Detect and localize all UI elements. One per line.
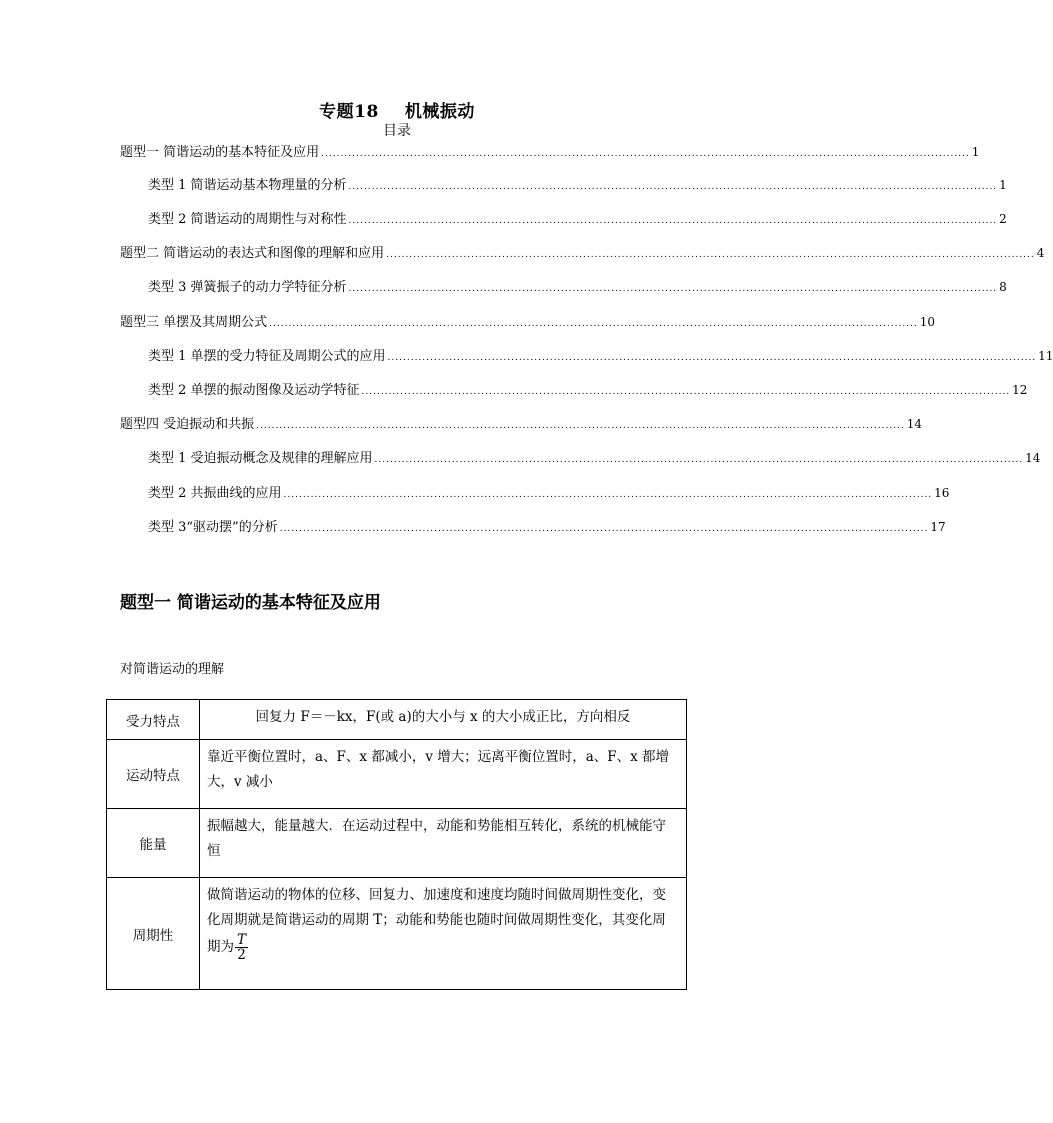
- toc-leader: ........................................................................................................................................................................: [348, 216, 998, 226]
- toc-leader: ........................................................................................................................................................................: [279, 524, 929, 534]
- toc-entry[interactable]: [148, 276, 1007, 295]
- toc-entry-page: 4: [1036, 246, 1045, 260]
- row-key: 周期性: [107, 878, 200, 990]
- toc-entry-label: 题型四 受迫振动和共振: [120, 417, 255, 432]
- toc-entry[interactable]: [148, 208, 1007, 227]
- toc-entry-page: 12: [1012, 383, 1028, 397]
- toc-leader: ........................................................................................................................................................................: [386, 250, 1035, 260]
- toc-leader: ........................................................................................................................................................................: [283, 490, 933, 500]
- toc-entry-label: 类型 2 共振曲线的应用: [148, 486, 282, 501]
- toc-leader: ........................................................................................................................................................................: [348, 182, 998, 192]
- toc-entry-label: 类型 1 受迫振动概念及规律的理解应用: [148, 451, 373, 466]
- toc-entry-page: 1: [971, 145, 980, 159]
- toc-leader: ........................................................................................................................................................................: [256, 421, 905, 431]
- fraction: [235, 933, 248, 962]
- row-value: 回复力 F＝－kx，F(或 a)的大小与 x 的大小成正比，方向相反: [200, 700, 687, 740]
- title-main: 机械振动: [404, 102, 475, 122]
- row-value-text: 做简谐运动的物体的位移、回复力、加速度和速度均随时间做周期性变化，变化周期就是简谐运动的周期 T；动能和势能也随时间做周期性变化，其变化周期为: [207, 887, 666, 955]
- toc-entry[interactable]: [148, 447, 1041, 466]
- toc-entry-label: 类型 3“驱动摆”的分析: [148, 520, 278, 535]
- toc-entry-label: 类型 2 单摆的振动图像及运动学特征: [148, 383, 360, 398]
- properties-table: [106, 699, 687, 990]
- row-value: [200, 878, 687, 990]
- toc-entry-page: 8: [999, 280, 1007, 294]
- page-title: [0, 97, 794, 122]
- row-key: 能量: [107, 809, 200, 878]
- row-key: 受力特点: [107, 700, 200, 740]
- row-key: 运动特点: [107, 740, 200, 809]
- toc-entry-label: 题型一 简谐运动的基本特征及应用: [120, 145, 320, 160]
- title-prefix: 专题18: [319, 102, 379, 122]
- table-row: [107, 809, 687, 878]
- table-row: [107, 700, 687, 740]
- fraction-numerator: T: [237, 932, 247, 948]
- table-row: [107, 740, 687, 809]
- section-heading: 题型一 简谐运动的基本特征及应用: [120, 593, 381, 613]
- toc-entry[interactable]: [120, 413, 923, 432]
- table-row: [107, 878, 687, 990]
- toc-entry-page: 1: [999, 178, 1007, 192]
- toc-leader: ........................................................................................................................................................................: [361, 387, 1011, 397]
- toc-entry[interactable]: [120, 311, 936, 330]
- toc-entry-label: 类型 1 简谐运动基本物理量的分析: [148, 178, 347, 193]
- toc-leader: ........................................................................................................................................................................: [348, 284, 998, 294]
- toc-entry[interactable]: [148, 482, 950, 501]
- toc-entry-label: 类型 2 简谐运动的周期性与对称性: [148, 212, 347, 227]
- toc-entry-label: 类型 1 单摆的受力特征及周期公式的应用: [148, 349, 386, 364]
- toc-entry[interactable]: [120, 242, 1045, 261]
- row-value: 振幅越大，能量越大．在运动过程中，动能和势能相互转化，系统的机械能守恒: [200, 809, 687, 878]
- intro-text: 对简谐运动的理解: [120, 662, 225, 677]
- toc-entry-label: 题型二 简谐运动的表达式和图像的理解和应用: [120, 246, 385, 261]
- toc-entry-page: 2: [999, 212, 1007, 226]
- toc-entry-page: 11: [1038, 349, 1053, 363]
- toc-entry-label: 题型三 单摆及其周期公式: [120, 315, 268, 330]
- toc-entry[interactable]: [148, 345, 1053, 364]
- toc-leader: ........................................................................................................................................................................: [374, 455, 1024, 465]
- toc-leader: ........................................................................................................................................................................: [321, 149, 970, 159]
- toc-entry-page: 14: [1025, 451, 1041, 465]
- toc-entry-page: 17: [930, 520, 946, 534]
- row-value: 靠近平衡位置时，a、F、x 都减小，v 增大；远离平衡位置时，a、F、x 都增大，v 减小: [200, 740, 687, 809]
- toc-entry[interactable]: [148, 174, 1007, 193]
- toc-entry-page: 14: [906, 417, 923, 431]
- toc-leader: ........................................................................................................................................................................: [387, 353, 1037, 363]
- toc-entry-label: 类型 3 弹簧振子的动力学特征分析: [148, 280, 347, 295]
- toc-entry[interactable]: [120, 141, 980, 160]
- toc-heading: 目录: [383, 123, 411, 139]
- toc-entry[interactable]: [148, 379, 1028, 398]
- fraction-denominator: 2: [237, 947, 246, 963]
- toc-entry-page: 16: [934, 486, 950, 500]
- toc-leader: ........................................................................................................................................................................: [269, 319, 918, 329]
- toc-entry[interactable]: [148, 516, 946, 535]
- toc-entry-page: 10: [919, 315, 936, 329]
